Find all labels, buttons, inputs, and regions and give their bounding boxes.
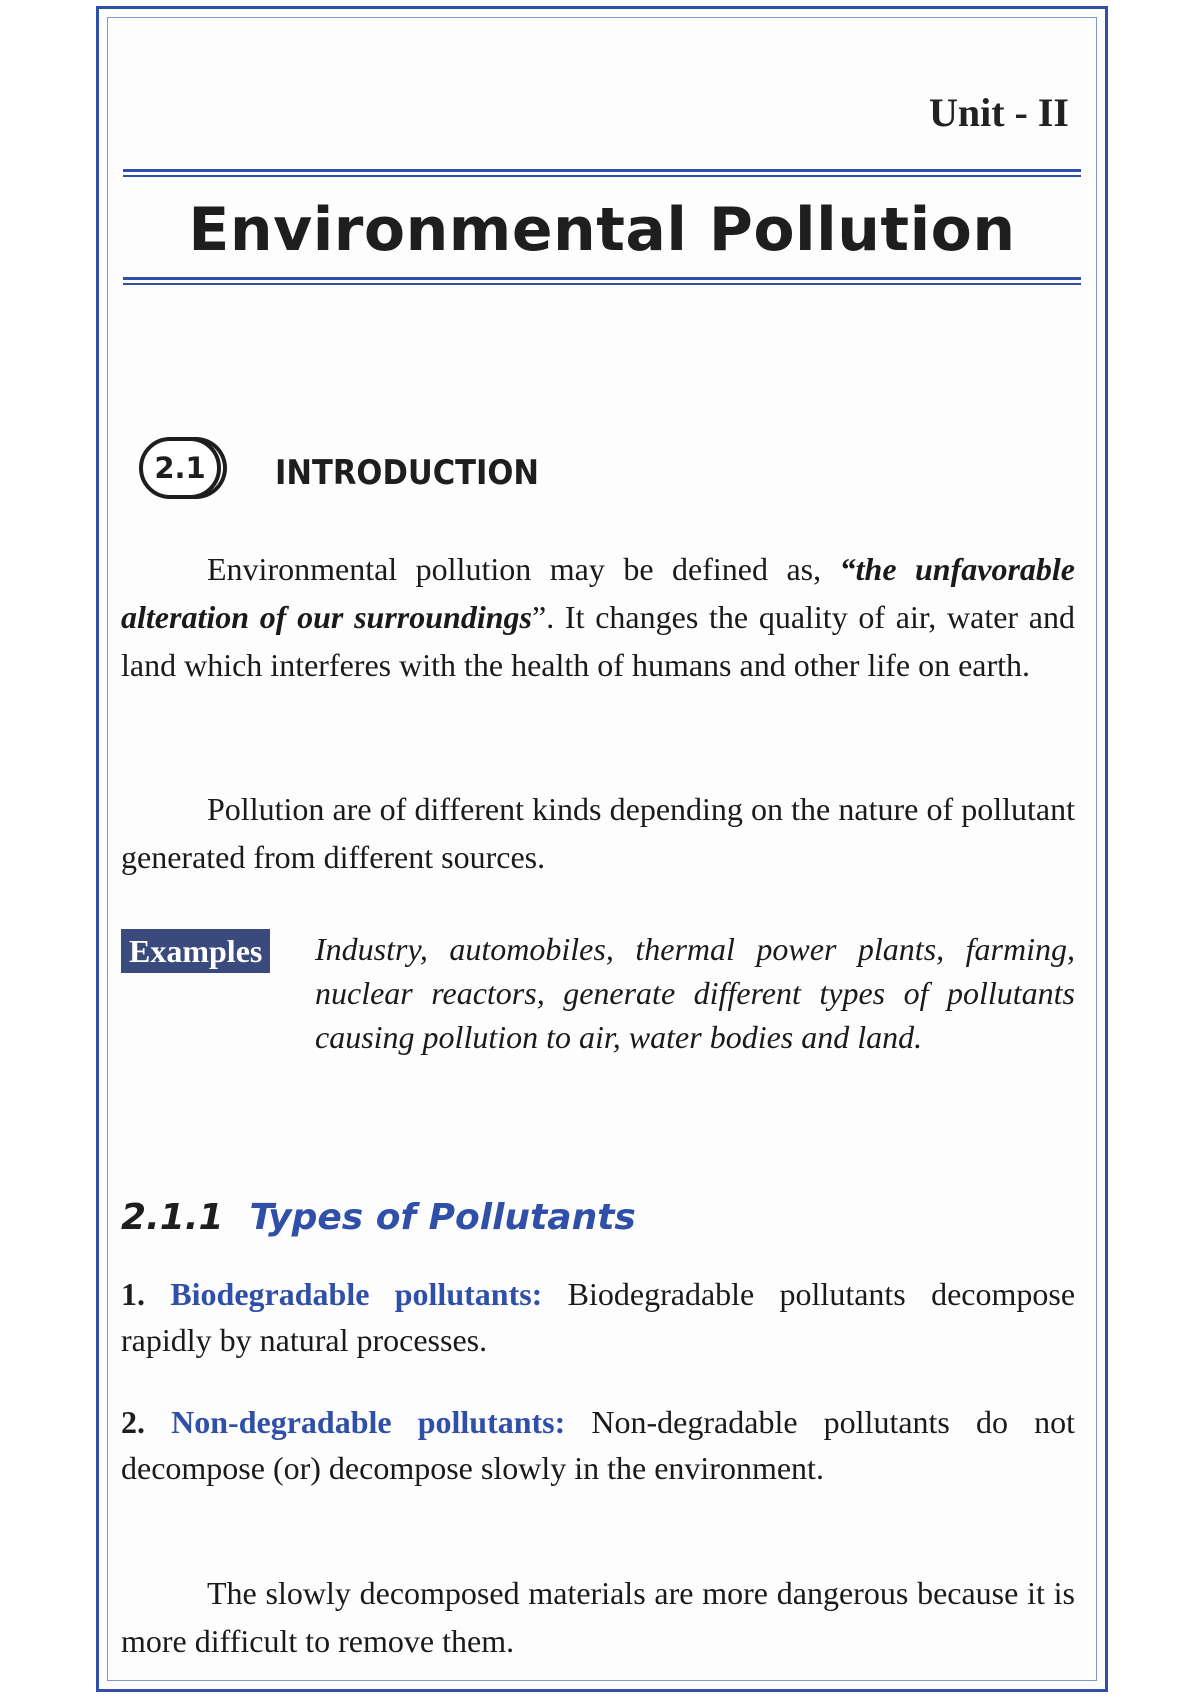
- kinds-text: Pollution are of different kinds depending on the nature of pollutant generated from different sources.: [121, 791, 1075, 875]
- section-title: INTRODUCTION: [275, 453, 540, 493]
- list-item: [121, 1271, 1075, 1363]
- list-item: [121, 1399, 1075, 1491]
- title-rule-top: [123, 169, 1081, 179]
- definition-quote: “the unfavorable alteration of our surroundings: [121, 551, 1076, 635]
- item-text: Non-degradable pollutants do not decompose (or) decompose slowly in the environment.: [121, 1404, 1076, 1486]
- intro-paragraph: [121, 545, 1075, 689]
- page-title: Environmental Pollution: [188, 195, 1016, 265]
- closing-text: The slowly decomposed materials are more dangerous because it is more difficult to remove them.: [121, 1575, 1075, 1659]
- subsection-heading: [121, 1197, 636, 1238]
- intro-text-end: ”. It changes the quality of air, water and land which interferes with the health of humans and other life on earth.: [121, 599, 1076, 683]
- intro-text-start: Environmental pollution may be defined as,: [207, 551, 840, 587]
- item-text: Biodegradable pollutants decompose rapidly by natural processes.: [121, 1276, 1076, 1358]
- subsection-number: 2.1.1: [121, 1197, 224, 1238]
- unit-label: Unit - II: [928, 90, 1069, 135]
- section-number-badge: 2.1: [139, 437, 221, 499]
- item-term: Biodegradable pollutants:: [170, 1276, 543, 1312]
- subsection-title: Types of Pollutants: [249, 1197, 636, 1238]
- item-number: 1.: [121, 1276, 145, 1312]
- item-term: Non-degradable pollutants:: [171, 1404, 566, 1440]
- examples-text: Industry, automobiles, thermal power plants, farming, nuclear reactors, generate different types of pollutants causing pollution to air, water bodies and land.: [315, 931, 1075, 1055]
- examples-label: Examples: [121, 929, 270, 973]
- title-rule-bottom: [123, 277, 1081, 287]
- item-number: 2.: [121, 1404, 145, 1440]
- kinds-paragraph: [121, 785, 1075, 881]
- page-frame: [96, 6, 1108, 1692]
- closing-paragraph: [121, 1569, 1075, 1665]
